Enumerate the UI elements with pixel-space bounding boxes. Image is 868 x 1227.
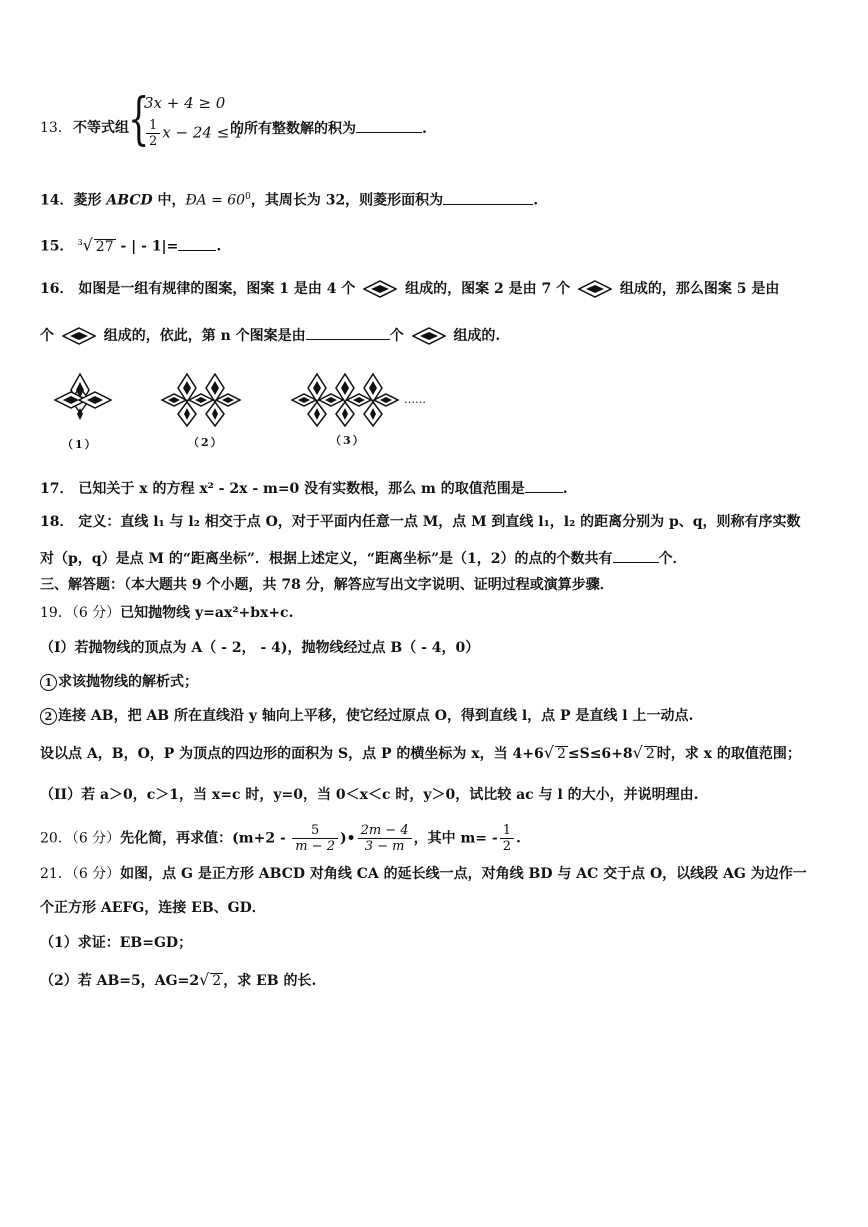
q14-answer-blank[interactable] [443, 190, 533, 205]
q13-number: 13． [40, 120, 72, 136]
q19-head [40, 603, 293, 623]
q19-part2: （II）若 a＞0，c＞1，当 x=c 时，y=0，当 0＜x＜c 时，y＞0，试比较 ac 与 l 的大小，并说明理由. [40, 787, 699, 803]
q15-line [40, 233, 221, 257]
rhombus-icon [62, 327, 96, 345]
q21-line1 [40, 864, 807, 884]
q13-frac-den: 2 [149, 134, 158, 149]
q20-frac1-num: 5 [292, 823, 338, 839]
q14-number: 14． [40, 192, 74, 209]
rhombus-icon [578, 280, 612, 298]
q17-text: 17． 已知关于 x 的方程 x² - 2x - m=0 没有实数根，那么 m 的取值范围是 [40, 481, 525, 497]
q16-line2 [40, 325, 500, 346]
q19-radicand-1: 2 [556, 746, 566, 762]
q20-c: ，其中 m= - [413, 830, 498, 847]
q16-line2-d: 组成的. [453, 328, 501, 344]
q20-frac1-den: m − 2 [295, 839, 335, 854]
q14-angle: ÐA = 60 [185, 192, 246, 209]
q19-step1 [40, 672, 198, 692]
pattern-3-figure [290, 372, 405, 432]
q13-brace: { [128, 87, 150, 152]
pattern-1-figure [45, 372, 115, 432]
circled-number-1: 1 [40, 674, 57, 691]
q17-answer-blank[interactable] [525, 478, 563, 493]
q14-post: ，其周长为 32，则菱形面积为 [250, 192, 444, 209]
q13-frac-num: 1 [146, 118, 160, 134]
q18-line2 [40, 548, 687, 569]
q18-answer-blank[interactable] [613, 548, 659, 563]
q19-radical-2: √ [632, 743, 643, 762]
q14-mid: 中， [152, 192, 186, 209]
q21-p2-a: （2）若 AB=5，AG=2 [40, 973, 200, 989]
q19-radical-1: √ [543, 743, 554, 762]
q20-end: . [515, 830, 521, 847]
q18-line2-text: 对（p，q）是点 M 的“距离坐标”．根据上述定义，“距离坐标”是（1，2）的点的个数共有 [40, 551, 613, 567]
q16-line2-b: 组成的，依此，第 n 个图案是由 [103, 328, 306, 344]
q15-root-index: 3 [77, 238, 83, 247]
q14-end: . [533, 192, 539, 209]
q19-s3-a: 设以点 A，B，O，P 为顶点的四边形的面积为 S，点 P 的横坐标为 x，当 4+6 [40, 746, 544, 762]
q14-pre: 菱形 [73, 192, 107, 209]
q16-line2-a: 个 [40, 328, 54, 344]
q20-frac3-num: 1 [500, 823, 514, 839]
q19-s3-c: 时，求 x 的取值范围； [656, 746, 801, 762]
q16-line2-c: 个 [389, 328, 404, 344]
q15-number: 15． [40, 238, 74, 255]
q18-line1: 18． 定义：直线 l₁ 与 l₂ 相交于点 O，对于平面内任意一点 M，点 M 到直线 l₁，l₂ 的距离分别为 p、q，则称有序实数 [40, 514, 801, 530]
q14-degree: 0 [245, 192, 251, 202]
q21-part1: （1）求证：EB=GD； [40, 935, 193, 951]
q13-end: . [422, 121, 427, 137]
pattern-ellipsis: …… [404, 393, 426, 406]
q15-end: . [216, 238, 222, 255]
rhombus-icon [412, 327, 446, 345]
q19-step3 [40, 743, 801, 764]
q16-answer-blank[interactable] [306, 325, 390, 340]
q13-row1: 3x + 4 ≥ 0 [144, 94, 226, 112]
section-3-heading: 三、解答题：（本大题共 9 个小题，共 78 分，解答应写出文字说明、证明过程或演算步骤． [40, 577, 614, 593]
pattern-2-figure [160, 372, 245, 432]
q15-answer-blank[interactable] [178, 236, 216, 251]
q16-line1-a: 16． 如图是一组有规律的图案，图案 1 是由 4 个 [40, 281, 356, 297]
q20-frac3-den: 2 [502, 839, 511, 854]
q13-answer-blank[interactable] [356, 118, 422, 133]
q19-radicand-2: 2 [645, 746, 655, 762]
q21-radical: √ [199, 970, 210, 989]
q21-number: 21．（6 分） [40, 866, 121, 882]
circled-number-2: 2 [40, 708, 57, 725]
q19-head-text: 已知抛物线 y=ax²+bx+c. [120, 605, 294, 621]
q20-number: 20．（6 分） [40, 830, 121, 847]
q19-step2 [40, 706, 693, 726]
q20-a: 先化简，再求值：(m+2 - [120, 830, 286, 847]
q21-line2: 个正方形 AEFG，连接 EB、GD． [40, 900, 266, 916]
q20-frac2-den: 3 − m [364, 839, 405, 854]
q17-end: . [562, 481, 568, 497]
q16-line1 [40, 279, 779, 299]
q19-step2-text: 连接 AB，把 AB 所在直线沿 y 轴向上平移，使它经过原点 O，得到直线 l，点 P 是直线 l 上一动点. [58, 708, 694, 724]
q19-part1: （I）若抛物线的顶点为 A（ - 2， - 4)，抛物线经过点 B（ - 4，0） [40, 640, 480, 656]
q13-prefix: 不等式组 [73, 120, 129, 136]
q21-part2 [40, 970, 316, 991]
q16-line1-c: 组成的，那么图案 5 是由 [619, 281, 780, 297]
q15-post: - | - 1|= [115, 238, 179, 255]
q19-step1-text: 求该抛物线的解析式； [58, 674, 198, 690]
pattern-2-label: （2） [188, 436, 224, 449]
q21-radicand: 2 [212, 973, 222, 989]
q16-line1-b: 组成的，图案 2 是由 7 个 [405, 281, 571, 297]
q13-suffix [230, 118, 427, 139]
q20-b: )• [339, 830, 356, 847]
q14-line [40, 187, 538, 211]
q17-line [40, 478, 568, 499]
q21-p2-b: ，求 EB 的长. [223, 973, 317, 989]
q19-number: 19．（6 分） [40, 605, 121, 621]
q13-row2 [144, 118, 244, 149]
q13-row2-rest: x − 24 ≤ 1 [162, 123, 244, 142]
pattern-1-label: （1） [62, 438, 98, 451]
q21-line1-text: 如图，点 G 是正方形 ABCD 对角线 CA 的延长线一点，对角线 BD 与 AC 交于点 O，以线段 AG 为边作一 [120, 866, 807, 882]
q15-radical: √ [82, 235, 93, 255]
pattern-3-label: （3） [330, 434, 366, 447]
rhombus-icon [363, 280, 397, 298]
q15-radicand: 27 [95, 238, 114, 255]
q20-frac2-num: 2m − 4 [358, 823, 412, 839]
q19-s3-b: ≤S≤6+8 [567, 746, 633, 762]
q14-shape-name: ABCD [106, 192, 153, 209]
q18-end: 个． [658, 551, 687, 567]
q20-line [40, 823, 521, 854]
q13-post: 的所有整数解的积为 [230, 121, 356, 137]
